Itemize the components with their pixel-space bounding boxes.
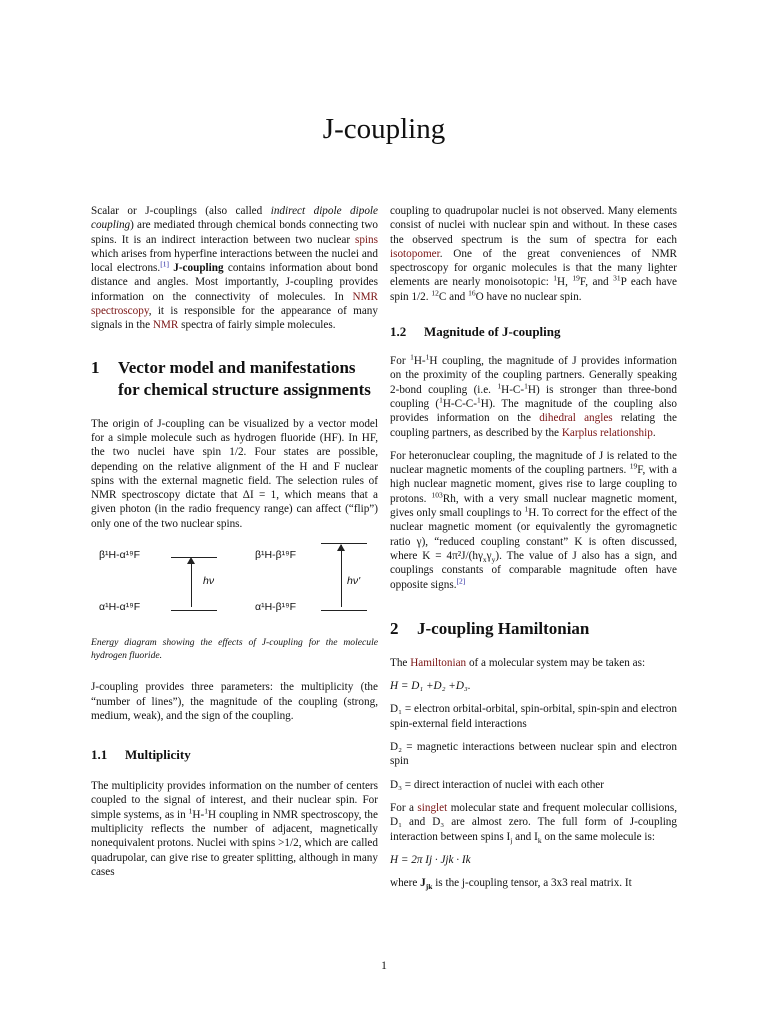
diagram-label-hv: hν [203,575,215,588]
diagram-label-hv-prime: hν' [347,575,361,588]
right-column [390,204,677,899]
multiplicity-paragraph-part2: coupling to quadrupolar nuclei is not observed. Many elements consist of nuclei with nuclear spin and without. In these cases the observed spectrum is the sum of spectra for each isotopomer. One of the great conveniences of NMR spectroscopy for organic molecules is that the many lighter elements are nearly monoisotopic: $^1$H, $^{19}$F, and $^{31}$P each have spin 1/2. $^{12}$C and $^{16}$O have no nuclear spin. [390,205,678,303]
link-singlet[interactable]: singlet [417,801,448,814]
arrow-head-icon [337,544,345,551]
energy-level-line [171,610,217,611]
tensor-paragraph: where $J_{jk}$ is the j-coupling tensor, a 3x3 real matrix. It [390,877,632,892]
arrow-head-icon [187,557,195,564]
diagram-label-lower-right: α¹H-β¹⁹F [255,601,297,614]
section-1-2-heading: 1.2 Magnitude of J-coupling [390,324,561,340]
left-column [91,204,378,879]
section-2-heading: 2 J-coupling Hamiltonian [390,618,590,638]
definition-d2: D₂ = magnetic interactions between nuclear spin and electron spin [390,741,677,768]
page-number: 1 [381,960,387,972]
intro-paragraph: Scalar or J-couplings (also called indirect dipole dipole coupling) are mediated through chemical bonds connecting two spins. It is an indirect interaction between two nuclear spins which arises from hyperfine interactions between the nuclei and local electrons.[1] J-coupling contains information about bond distance and angles. Most importantly, J-coupling provides information on the connectivity of molecules. In NMR spectroscopy, it is responsible for the appearance of many signals in the NMR spectra of fairly simple molecules. [91,205,379,332]
definition-d1: D₁ = electron orbital-orbital, spin-orbital, spin-spin and electron spin-external field interactions [390,703,677,730]
page-title: J-coupling [322,113,446,145]
link-nmr-spectroscopy[interactable]: NMR spectroscopy [91,290,378,318]
transition-arrow [191,559,192,607]
energy-level-line [321,610,367,611]
link-hamiltonian[interactable]: Hamiltonian [410,656,467,669]
section-1-1-heading: 1.1 Multiplicity [91,747,191,763]
multiplicity-continuation: coupling to quadrupolar nuclei is not observed. Many elements consist of nuclei with nuclear spin and without. In these cases the observed spectrum is the sum of spectra for each [390,205,677,246]
ref-1[interactable]: [1] [160,259,169,269]
energy-diagram [91,545,378,627]
section-1-heading: 1 Vector model and manifestations for chemical structure assignments [91,357,371,399]
definition-d3: D₃ = direct interaction of nuclei with each other [390,778,604,791]
hamiltonian-intro: The Hamiltonian of a molecular system may be taken as: [390,656,646,669]
diagram-label-lower-left: α¹H-α¹⁹F [99,601,141,614]
j-coupling-equation: H = 2π Ij · Jjk · Ik [390,853,471,866]
singlet-paragraph: For a singlet molecular state and frequent molecular collisions, D₁ and D₃ are almost zero. The full form of J-coupling interaction between spins $I_j$ and $I_k$ on the same molecule is: [390,801,677,845]
ref-2[interactable]: [2] [456,575,466,585]
section-1-paragraph-2: J-coupling provides three parameters: the multiplicity (the “number of lines”), the magnitude of the coupling (strong, medium, weak), and the sign of the coupling. [91,681,378,722]
link-isotopomer[interactable]: isotopomer [390,247,440,260]
link-karplus-relationship[interactable]: Karplus relationship [561,426,653,439]
link-dihedral-angles[interactable]: dihedral angles [539,412,613,425]
figure-caption: Energy diagram showing the effects of J-coupling for the molecule hydrogen fluoride. [91,637,378,661]
magnitude-paragraph-2: For heteronuclear coupling, the magnitude of J is related to the nuclear magnetic moments of the coupling partners. $^{19}$F, with a high nuclear magnetic moment, gives rise to large coupling to protons. $^{103}$Rh, with a very small nuclear magnetic moment, gives only small couplings to $^1$H. To correct for the effect of the nuclear magnetic moment (or equivalently the gyromagnetic ratio γ), “reduced coupling constant” K is often discussed, where $K = 4\pi^2J/(h\gamma_x\gamma_y)$. The value of J also has a sign, and couplings constants of comparable magnitude often have opposite signs.[2] [390,449,678,591]
link-nmr[interactable]: NMR [152,319,179,332]
magnitude-paragraph-1: For $^1$H-$^1$H coupling, the magnitude of J provides information on the proximity of the coupling partners. Generally speaking 2-bond coupling (i.e. $^1$H-C-$^1$H) is stronger than three-bond coupling ($^1$H-C-C-$^1$H). The magnitude of the coupling also provides information on the dihedral angles relating the coupling partners, as described by the Karplus relationship. [390,352,677,439]
section-1-paragraph: The origin of J-coupling can be visualized by a vector model for a simple molecule such as hydrogen fluoride (HF). In HF, the two nuclei have spin 1/2. Four states are possible, depending on the relative alignment of the H and F nuclear spins with the external magnetic field. The selection rules of NMR spectroscopy dictate that ΔI = 1, which means that a given photon (in the radio frequency range) can affect (“flip”) only one of the two nuclear spins. [91,417,378,530]
transition-arrow [341,545,342,607]
hamiltonian-equation: H = D₁ +D₂ +D₃. [390,680,471,693]
diagram-label-upper-right: β¹H-β¹⁹F [255,549,297,562]
diagram-label-upper-left: β¹H-α¹⁹F [99,549,141,562]
multiplicity-paragraph-part1: The multiplicity provides information on the number of centers coupled to the signal of interest, and their nuclear spin. For simple systems, as in $^1$H-$^1$H coupling in NMR spectroscopy, the multiplicity reflects the number of adjacent, magnetically nonequivalent protons. Nuclei with spins >1/2, which are called quadrupolar, can give rise to greater splitting, although in many cases [91,780,378,878]
link-spins[interactable]: spins [354,233,378,246]
